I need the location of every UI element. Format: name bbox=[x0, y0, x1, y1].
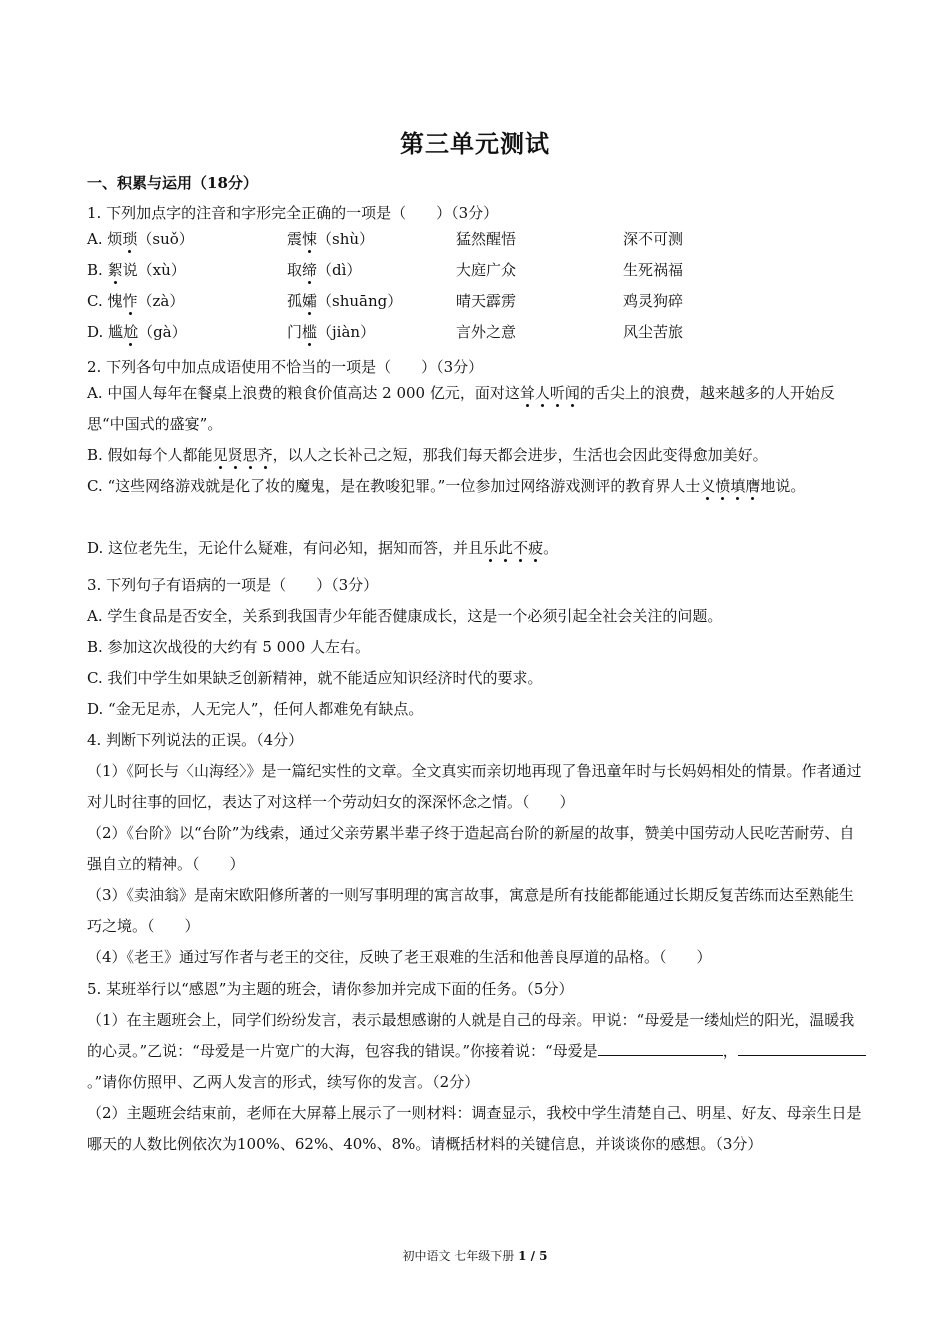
dotted-idiom: 乐此不疲 bbox=[483, 539, 544, 557]
answer-blank[interactable] bbox=[598, 1041, 723, 1056]
exam-page: 第三单元测试 一、积累与运用（18分） 1. 下列加点字的注音和字形完全正确的一项是（ ）（3分） A. 烦琐（suǒ） 震悚（shù） 猛然醒悟 深不可测 B. 絮说（xù） 取缔（dì） 大庭广众 生死祸福 C. 愧怍（zà） 孤孀（shuāng） 晴天霹雳 鸡灵狗碎 D. 尴尬（gà） 门槛（jiàn） 言外之意 风尘苦旅 2. 下列各句中加点成语使用不恰当的一项是（ ）（3分） A. 中国人每年在餐桌上浪费的粮食价值高达 2 000 亿元，面对这耸人听闻的舌尖上的浪费，越来越多的人开始反思“中国式的盛宴”。 B. 假如每个人都能见贤思齐，以人之长补己之短，那我们每天都会进步，生活也会因此变得愈加美好。 C. “这些网络游戏就是化了妆的魔鬼，是在教唆犯罪。”一位参加过网络游戏测评的教育界人士义愤填膺地说。 D. 这位老先生，无论什么疑难，有问必知，据知而答，并且乐此不疲。 3. 下列句子有语病的一项是（ ）（3分） A. 学生食品是否安全，关系到我国青少年能否健康成长，这是一个必须引起全社会关注的问题。 B. 参加这次战役的大约有 5 000 人左右。 C. 我们中学生如果缺乏创新精神，就不能适应知识经济时代的要求。 D. “金无足赤，人无完人”，任何人都难免有缺点。 4. 判断下列说法的正误。（4分） （1）《阿长与〈山海经〉》是一篇纪实性的文章。全文真实而亲切地再现了鲁迅童年时与长妈妈相处的情景。作者通过对儿时往事的回忆，表达了对这样一个劳动妇女的深深怀念之情。（ ） （2）《台阶》以“台阶”为线索，通过父亲劳累半辈子终于造起高台阶的新屋的故事，赞美中国劳动人民吃苦耐劳、自强自立的精神。（ ） （3）《卖油翁》是南宋欧阳修所著的一则写事明理的寓言故事，寓意是所有技能都能通过长期反复苦练而达至熟能生巧之境。（ ） （4）《老王》通过写作者与老王的交往，反映了老王艰难的生活和他善良厚道的品格。（ ） 5. 某班举行以“感恩”为主题的班会，请你参加并完成下面的任务。（5分） （1）在主题班会上，同学们纷纷发言，表示最想感谢的人就是自己的母亲。甲说：“母爱是一缕灿烂的阳光，温暖我的心灵。”乙说：“母爱是一片宽广的大海，包容我的错误。”你接着说：“母爱是 ，。”请你仿照甲、乙两人发言的形式，续写你的发言。（2分） （2）主题班会结束前，老师在大屏幕上展示了一则材料：调查显示，我校中学生清楚自己、明星、好友、母亲生日是哪天的人数比例依次为100%、62%、40%、8%。请概括材料的关键信息，并谈谈你的感想。（3分） 初中语文 七年级下册 1 / 5 bbox=[0, 0, 950, 1344]
question-4-item-3: （3）《卖油翁》是南宋欧阳修所著的一则写事明理的寓言故事，寓意是所有技能都能通过长期反复苦练而达至熟能生巧之境。（ ） bbox=[87, 886, 855, 935]
question-4-item-2: （2）《台阶》以“台阶”为线索，通过父亲劳累半辈子终于造起高台阶的新屋的故事，赞美中国劳动人民吃苦耐劳、自强自立的精神。（ ） bbox=[87, 824, 855, 873]
page-number: 1 / 5 bbox=[518, 1249, 548, 1263]
page-title: 第三单元测试 bbox=[400, 129, 550, 158]
question-2-option-c: C. “这些网络游戏就是化了妆的魔鬼，是在教唆犯罪。”一位参加过网络游戏测评的教育界人士义愤填膺地说。 bbox=[87, 477, 806, 495]
question-1-stem: 1. 下列加点字的注音和字形完全正确的一项是（ ）（3分） bbox=[87, 204, 499, 222]
page-footer bbox=[0, 1247, 950, 1264]
question-3-option-c: C. 我们中学生如果缺乏创新精神，就不能适应知识经济时代的要求。 bbox=[87, 669, 543, 687]
dotted-idiom: 耸人听闻 bbox=[519, 384, 580, 402]
question-5-task-1: （1）在主题班会上，同学们纷纷发言，表示最想感谢的人就是自己的母亲。甲说：“母爱是一缕灿烂的阳光，温暖我的心灵。”乙说：“母爱是一片宽广的大海，包容我的错误。”你接着说：“母爱是 ，。”请你仿照甲、乙两人发言的形式，续写你的发言。（2分） bbox=[87, 1005, 867, 1098]
question-2-stem: 2. 下列各句中加点成语使用不恰当的一项是（ ）（3分） bbox=[87, 358, 484, 376]
answer-blank[interactable] bbox=[738, 1041, 866, 1056]
footer-text: 初中语文 七年级下册 bbox=[402, 1249, 519, 1263]
question-2-option-a: A. 中国人每年在餐桌上浪费的粮食价值高达 2 000 亿元，面对这耸人听闻的舌尖上的浪费，越来越多的人开始反思“中国式的盛宴”。 bbox=[87, 384, 835, 433]
question-4-stem: 4. 判断下列说法的正误。（4分） bbox=[87, 731, 304, 749]
question-5-stem: 5. 某班举行以“感恩”为主题的班会，请你参加并完成下面的任务。（5分） bbox=[87, 980, 574, 998]
question-3-stem: 3. 下列句子有语病的一项是（ ）（3分） bbox=[87, 576, 379, 594]
question-3-option-b: B. 参加这次战役的大约有 5 000 人左右。 bbox=[87, 638, 371, 656]
dotted-idiom: 见贤思齐 bbox=[212, 446, 273, 464]
question-3-option-a: A. 学生食品是否安全，关系到我国青少年能否健康成长，这是一个必须引起全社会关注的问题。 bbox=[87, 607, 723, 625]
question-2-option-d: D. 这位老先生，无论什么疑难，有问必知，据知而答，并且乐此不疲。 bbox=[87, 539, 559, 557]
question-4-item-1: （1）《阿长与〈山海经〉》是一篇纪实性的文章。全文真实而亲切地再现了鲁迅童年时与长妈妈相处的情景。作者通过对儿时往事的回忆，表达了对这样一个劳动妇女的深深怀念之情。（ ） bbox=[87, 762, 862, 811]
question-5-task-2: （2）主题班会结束前，老师在大屏幕上展示了一则材料：调查显示，我校中学生清楚自己、明星、好友、母亲生日是哪天的人数比例依次为100%、62%、40%、8%。请概括材料的关键信息，并谈谈你的感想。（3分） bbox=[87, 1104, 862, 1153]
question-3-option-d: D. “金无足赤，人无完人”，任何人都难免有缺点。 bbox=[87, 700, 424, 718]
question-2-option-b: B. 假如每个人都能见贤思齐，以人之长补己之短，那我们每天都会进步，生活也会因此变得愈加美好。 bbox=[87, 446, 768, 464]
section-heading: 一、积累与运用（18分） bbox=[87, 174, 258, 192]
dotted-idiom: 义愤填膺 bbox=[700, 477, 761, 495]
question-4-item-4: （4）《老王》通过写作者与老王的交往，反映了老王艰难的生活和他善良厚道的品格。（ ） bbox=[87, 948, 712, 966]
